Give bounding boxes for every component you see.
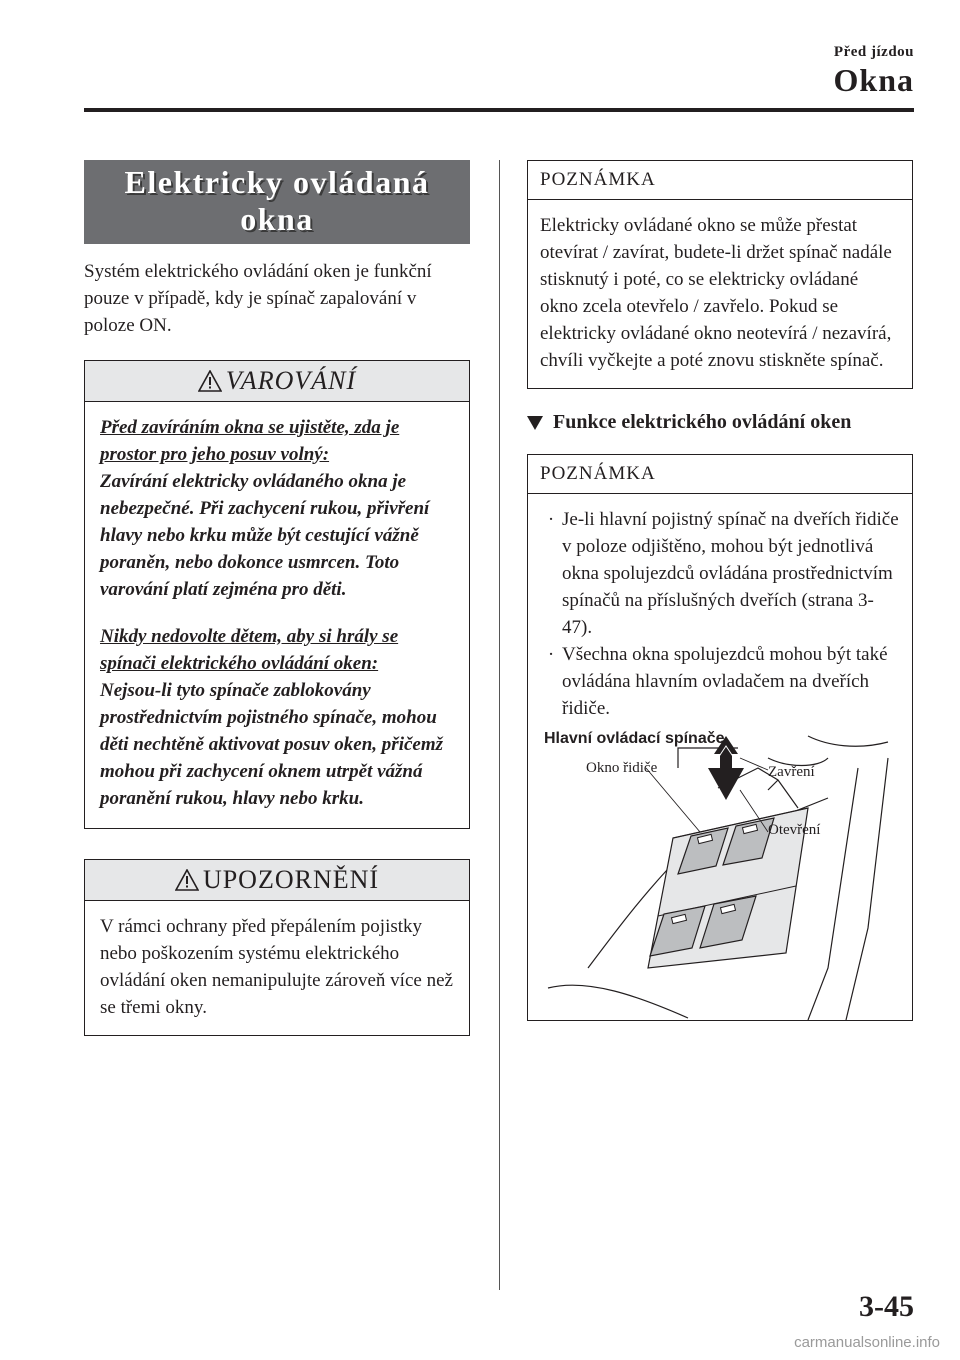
warning-box [84, 360, 470, 829]
section-title: Elektricky ovládaná okna [84, 160, 470, 244]
caution-triangle-icon [175, 869, 199, 891]
bullet-dot-icon: · [547, 644, 555, 665]
warning-lead-2: Nikdy nedovolte dětem, aby si hrály se spínači elektrického ovládání oken: [100, 626, 399, 674]
right-column [527, 160, 913, 1021]
note-2-bullet-text: Všechna okna spolujezdců mohou být také ovládána hlavním ovladačem na dveřích řidiče. [562, 644, 888, 719]
note-2-bullet-text: Je-li hlavní pojistný spínač na dveřích řidiče v poloze odjištěno, mohou být jednotlivá okna spolujezdců ovládána prostřednictvím spínačů na příslušných dveřích (strana 3-47). [562, 509, 899, 638]
note-box-2 [527, 454, 913, 1021]
caution-label: UPOZORNĚNÍ [202, 865, 380, 894]
figure-label-driver-window: Okno řidiče [586, 760, 658, 776]
warning-body [85, 402, 469, 828]
warning-label: VAROVÁNÍ [225, 366, 357, 395]
note-2-bullet [540, 506, 900, 641]
warning-text-1: Zavírání elektricky ovládaného okna je nebezpečné. Při zachycení rukou, přivření hlavy nebo krku může být cestující vážně poraněn, nebo dokonce usmrcen. Toto varování platí zejména pro děti. [100, 471, 430, 600]
column-divider [499, 160, 500, 1290]
bullet-dot-icon: · [547, 509, 555, 530]
warning-triangle-icon [198, 370, 222, 392]
warning-header [85, 361, 469, 402]
figure-label-close: Zavření [768, 764, 815, 780]
warning-text-2: Nejsou-li tyto spínače zablokovány prostřednictvím pojistného spínače, mohou děti nechtěně aktivovat posuv oken, přičemž mohou při zachycení oknem utrpět vážná poranění rukou, hlavy nebo krku. [100, 680, 444, 809]
switch-figure [528, 728, 912, 1020]
note-2-bullet [540, 641, 900, 722]
page-number: 3-45 [859, 1290, 914, 1323]
figure-label-open: Otevření [768, 822, 821, 838]
left-column [84, 160, 470, 1036]
intro-paragraph: Systém elektrického ovládání oken je funkční pouze v případě, kdy je spínač zapalování v poloze ON. [84, 261, 432, 336]
header-rule [84, 108, 914, 112]
subheading [527, 411, 913, 434]
watermark: carmanualsonline.info [794, 1334, 940, 1351]
header-title: Okna [833, 62, 914, 98]
note-1-header: POZNÁMKA [528, 161, 912, 200]
figure-title: Hlavní ovládací spínače [544, 730, 725, 747]
caution-body: V rámci ochrany před přepálením pojistky nebo poškozením systému elektrického ovládání oken nemanipulujte zároveň více než se třemi okny. [100, 916, 453, 1018]
note-1-body: Elektricky ovládané okno se může přestat otevírat / zavírat, budete-li držet spínač nadále stisknutý i poté, co se elektricky ovládané okno zcela otevřelo / zavřelo. Pokud se elektricky ovládané okno neotevírá / nezavírá, chvíli vyčkejte a poté znovu stiskněte spínač. [540, 215, 892, 371]
note-2-body [528, 494, 912, 726]
note-2-header: POZNÁMKA [528, 455, 912, 494]
header-section: Před jízdou [833, 44, 914, 60]
caution-box [84, 859, 470, 1036]
warning-lead-1: Před zavíráním okna se ujistěte, zda je prostor pro jeho posuv volný: [100, 417, 400, 465]
note-box-1 [527, 160, 913, 389]
caution-header [85, 860, 469, 901]
subheading-text: Funkce elektrického ovládání oken [553, 411, 852, 433]
triangle-bullet-icon [527, 416, 543, 430]
